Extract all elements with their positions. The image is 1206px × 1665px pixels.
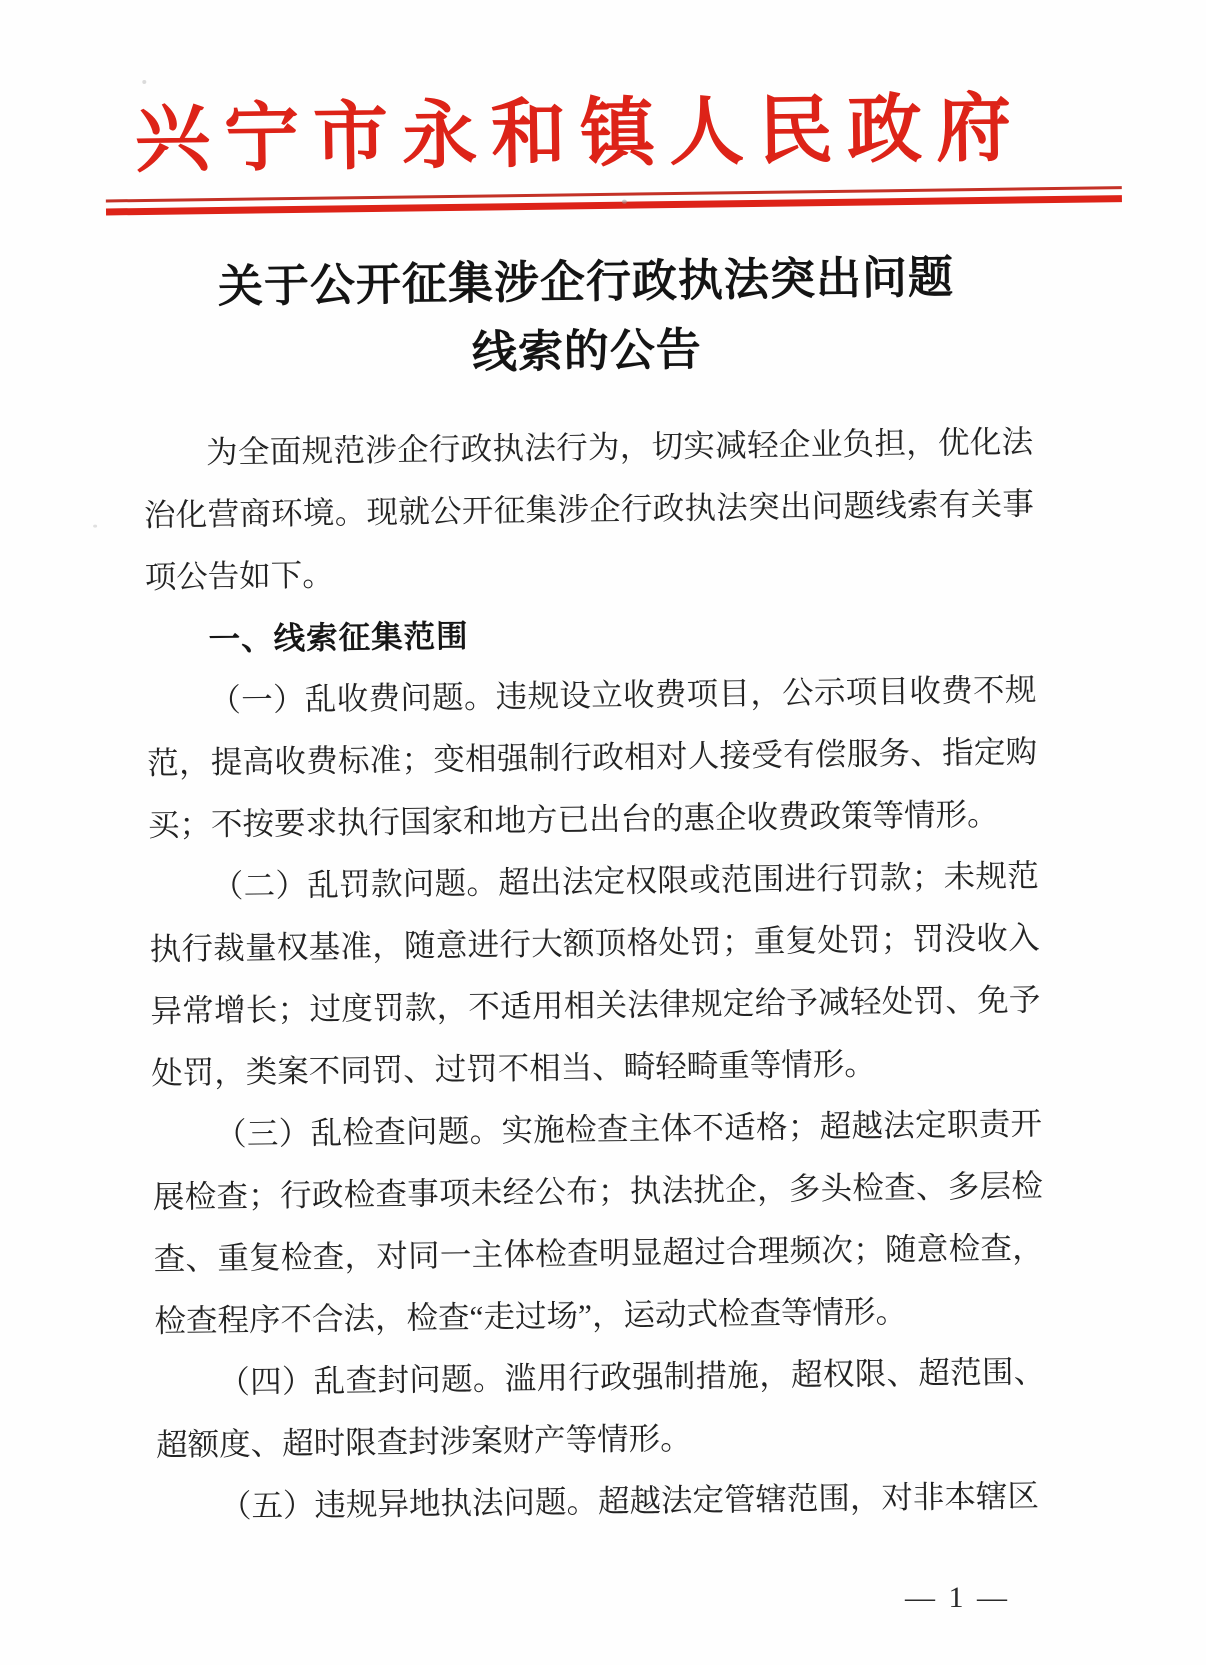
intro-paragraph: 为全面规范涉企行政执法行为，切实减轻企业负担，优化法治化营商环境。现就公开征集涉企行政执法突出问题线索有关事项公告如下。: [143, 424, 1035, 595]
item-paragraph-1-fees: （一）乱收费问题。违规设立收费项目，公示项目收费不规范，提高收费标准；变相强制行政相对人接受有偿服务、指定购买；不按要求执行国家和地方已出台的惠企收费政策等情形。: [147, 672, 1038, 843]
header-double-rule: [106, 186, 1122, 215]
section-heading-clue-collection-scope: 一、线索征集范围: [208, 617, 469, 658]
scan-speck: [93, 525, 97, 528]
item-paragraph-3-inspections: （三）乱检查问题。实施检查主体不适格；超越法定职责开展检查；行政检查事项未经公布；执法扰企，多头检查、多层检查、重复检查，对同一主体检查明显超过合理频次；随意检查，检查程序不合法，检查“走过场”，运动式检查等情形。: [152, 1106, 1044, 1339]
document-title: [141, 242, 1033, 392]
item-paragraph-4-seizures: （四）乱查封问题。滥用行政强制措施，超权限、超范围、超额度、超时限查封涉案财产等情形。: [155, 1354, 1046, 1463]
item-paragraph-2-fines: （二）乱罚款问题。超出法定权限或范围进行罚款；未规范执行裁量权基准，随意进行大额顶格处罚；重复处罚；罚没收入异常增长；过度罚款，不适用相关法律规定给予减轻处罚、免予处罚，类案不同罚、过罚不相当、畸轻畸重等情形。: [149, 858, 1041, 1091]
document-title-line2: 线索的公告: [471, 324, 703, 378]
scan-speck: [142, 80, 146, 84]
document-body: [143, 411, 1048, 1539]
item-paragraph-5-cross-jurisdiction: （五）违规异地执法问题。超越法定管辖范围，对非本辖区: [219, 1478, 1040, 1525]
page-number: — 1 —: [905, 1581, 1010, 1614]
issuing-authority-header: 兴宁市永和镇人民政府: [134, 87, 1026, 183]
scan-speck: [622, 200, 627, 204]
document-title-line1: 关于公开征集涉企行政执法突出问题: [217, 252, 955, 313]
